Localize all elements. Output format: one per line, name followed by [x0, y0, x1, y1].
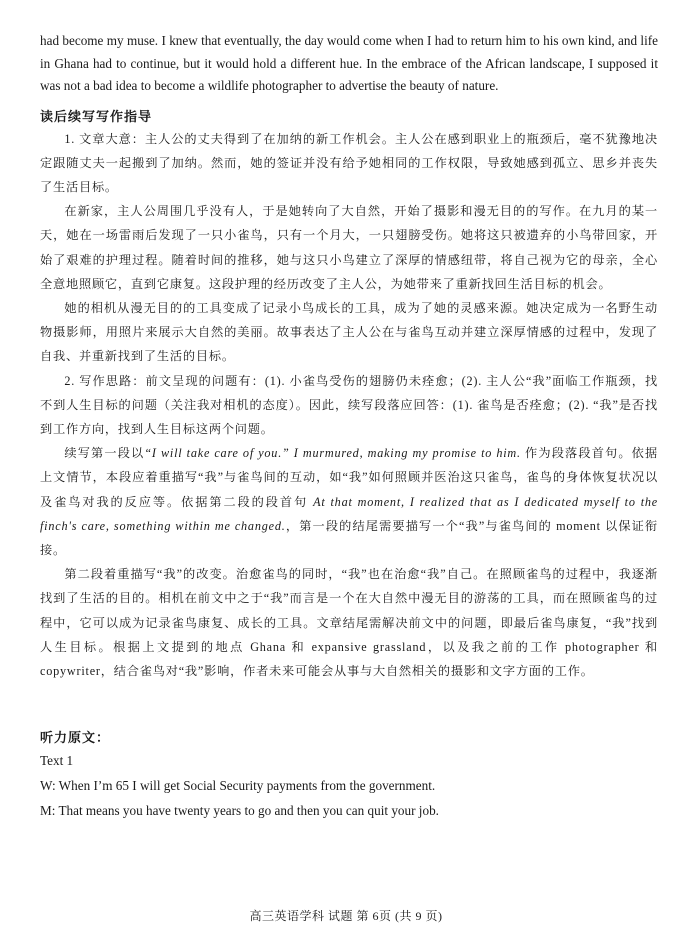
guide-paragraph-3: 她的相机从漫无目的的工具变成了记录小鸟成长的工具，成为了她的灵感来源。她决定成为一名野生动物摄影师，用照片来展示大自然的美丽。故事表达了主人公在与雀鸟互动并建立深厚情感的过程中，发现了自我、并重新找到了生活的目标。: [40, 300, 658, 364]
listening-line-w: W: When I’m 65 I will get Social Security payments from the government.: [40, 778, 436, 794]
document-body: [40, 30, 658, 823]
story-ending-paragraph: had become my muse. I knew that eventually, the day would come when I had to return him to his own kind, and life in Ghana had to continue, but it would hold a different hue. In the embrace of the African landscape, I supposed it was not a bad idea to become a wildlife photographer to advertise the beauty of nature.: [40, 33, 658, 93]
guide-p5-lead: 续写第一段以: [64, 446, 145, 461]
listening-line-m: M: That means you have twenty years to go and then you can quit your job.: [40, 803, 439, 819]
guide-paragraph-4: 2. 写作思路：前文呈现的问题有：(1). 小雀鸟受伤的翅膀仍未痊愈；(2). 主人公“我”面临工作瓶颈，找不到人生目标的问题（关注我对相机的态度）。因此，续写段落应回答：(1). 雀鸟是否痊愈；(2). “我”是否找到工作方向，找到人生目标这两个问题。: [40, 373, 658, 436]
guide-paragraph-6: 第二段着重描写“我”的改变。治愈雀鸟的同时，“我”也在治愈“我”自己。在照顾雀鸟的过程中，我逐渐找到了生活的目的。相机在前文中之于“我”而言是一个在大自然中漫无目的游荡的工具，而在照顾雀鸟的过程中，它可以成为记录雀鸟康复、成长的工具。文章结尾需解决前文中的问题，即最后雀鸟康复，“我”找到人生目标。根据上文提到的地点 Ghana 和 expansive grassland，以及我之前的工作 photographer 和 copywriter，结合雀鸟对“我”影响，作者未来可能会从事与大自然相关的摄影和文字方面的工作。: [40, 567, 658, 678]
guide-p5-middle: 作为段落段首句。依据上文情节，本段应着重描写“我”与雀鸟间的互动，如“我”如何照顾并医治这只雀鸟，雀鸟的身体恢复状况以及雀鸟对我的反应等。依据第二段的段首句: [40, 446, 658, 509]
guide-paragraph-5: [40, 441, 658, 562]
guide-heading: 读后续写写作指导: [40, 108, 153, 124]
listening-text-label: Text 1: [40, 753, 74, 769]
guide-p5-quote-2: At that moment, I realized that as I dedicated myself to the finch's care, something within me changed.: [40, 494, 659, 533]
guide-p5-quote-1: “I will take care of you.” I murmured, making my promise to him.: [144, 446, 521, 461]
guide-p5-tail: ，第一段的结尾需要描写一个“我”与雀鸟间的 moment 以保证衔接。: [40, 518, 658, 557]
guide-paragraph-2: 在新家，主人公周围几乎没有人，于是她转向了大自然，开始了摄影和漫无目的的写作。在九月的某一天，她在一场雷雨后发现了一只小雀鸟，只有一个月大，一只翅膀受伤。她将这只被遗弃的小鸟带回家，开始了艰难的护理过程。随着时间的推移，她与这只小鸟建立了深厚的情感纽带，将自己视为它的母亲，全心全意地照顾它，直到它康复。这段护理的经历改变了主人公，为她带来了重新找回生活目标的机会。: [40, 204, 658, 291]
guide-paragraph-1: 1. 文章大意：主人公的丈夫得到了在加纳的新工作机会。主人公在感到职业上的瓶颈后，毫不犹豫地决定跟随丈夫一起搬到了加纳。然而，她的签证并没有给予她相同的工作权限，导致她感到孤立、思乡并丧失了生活目标。: [40, 131, 658, 194]
listening-heading: 听力原文：: [40, 730, 111, 746]
page-footer: 高三英语学科 试题 第 6页 (共 9 页): [249, 909, 443, 923]
